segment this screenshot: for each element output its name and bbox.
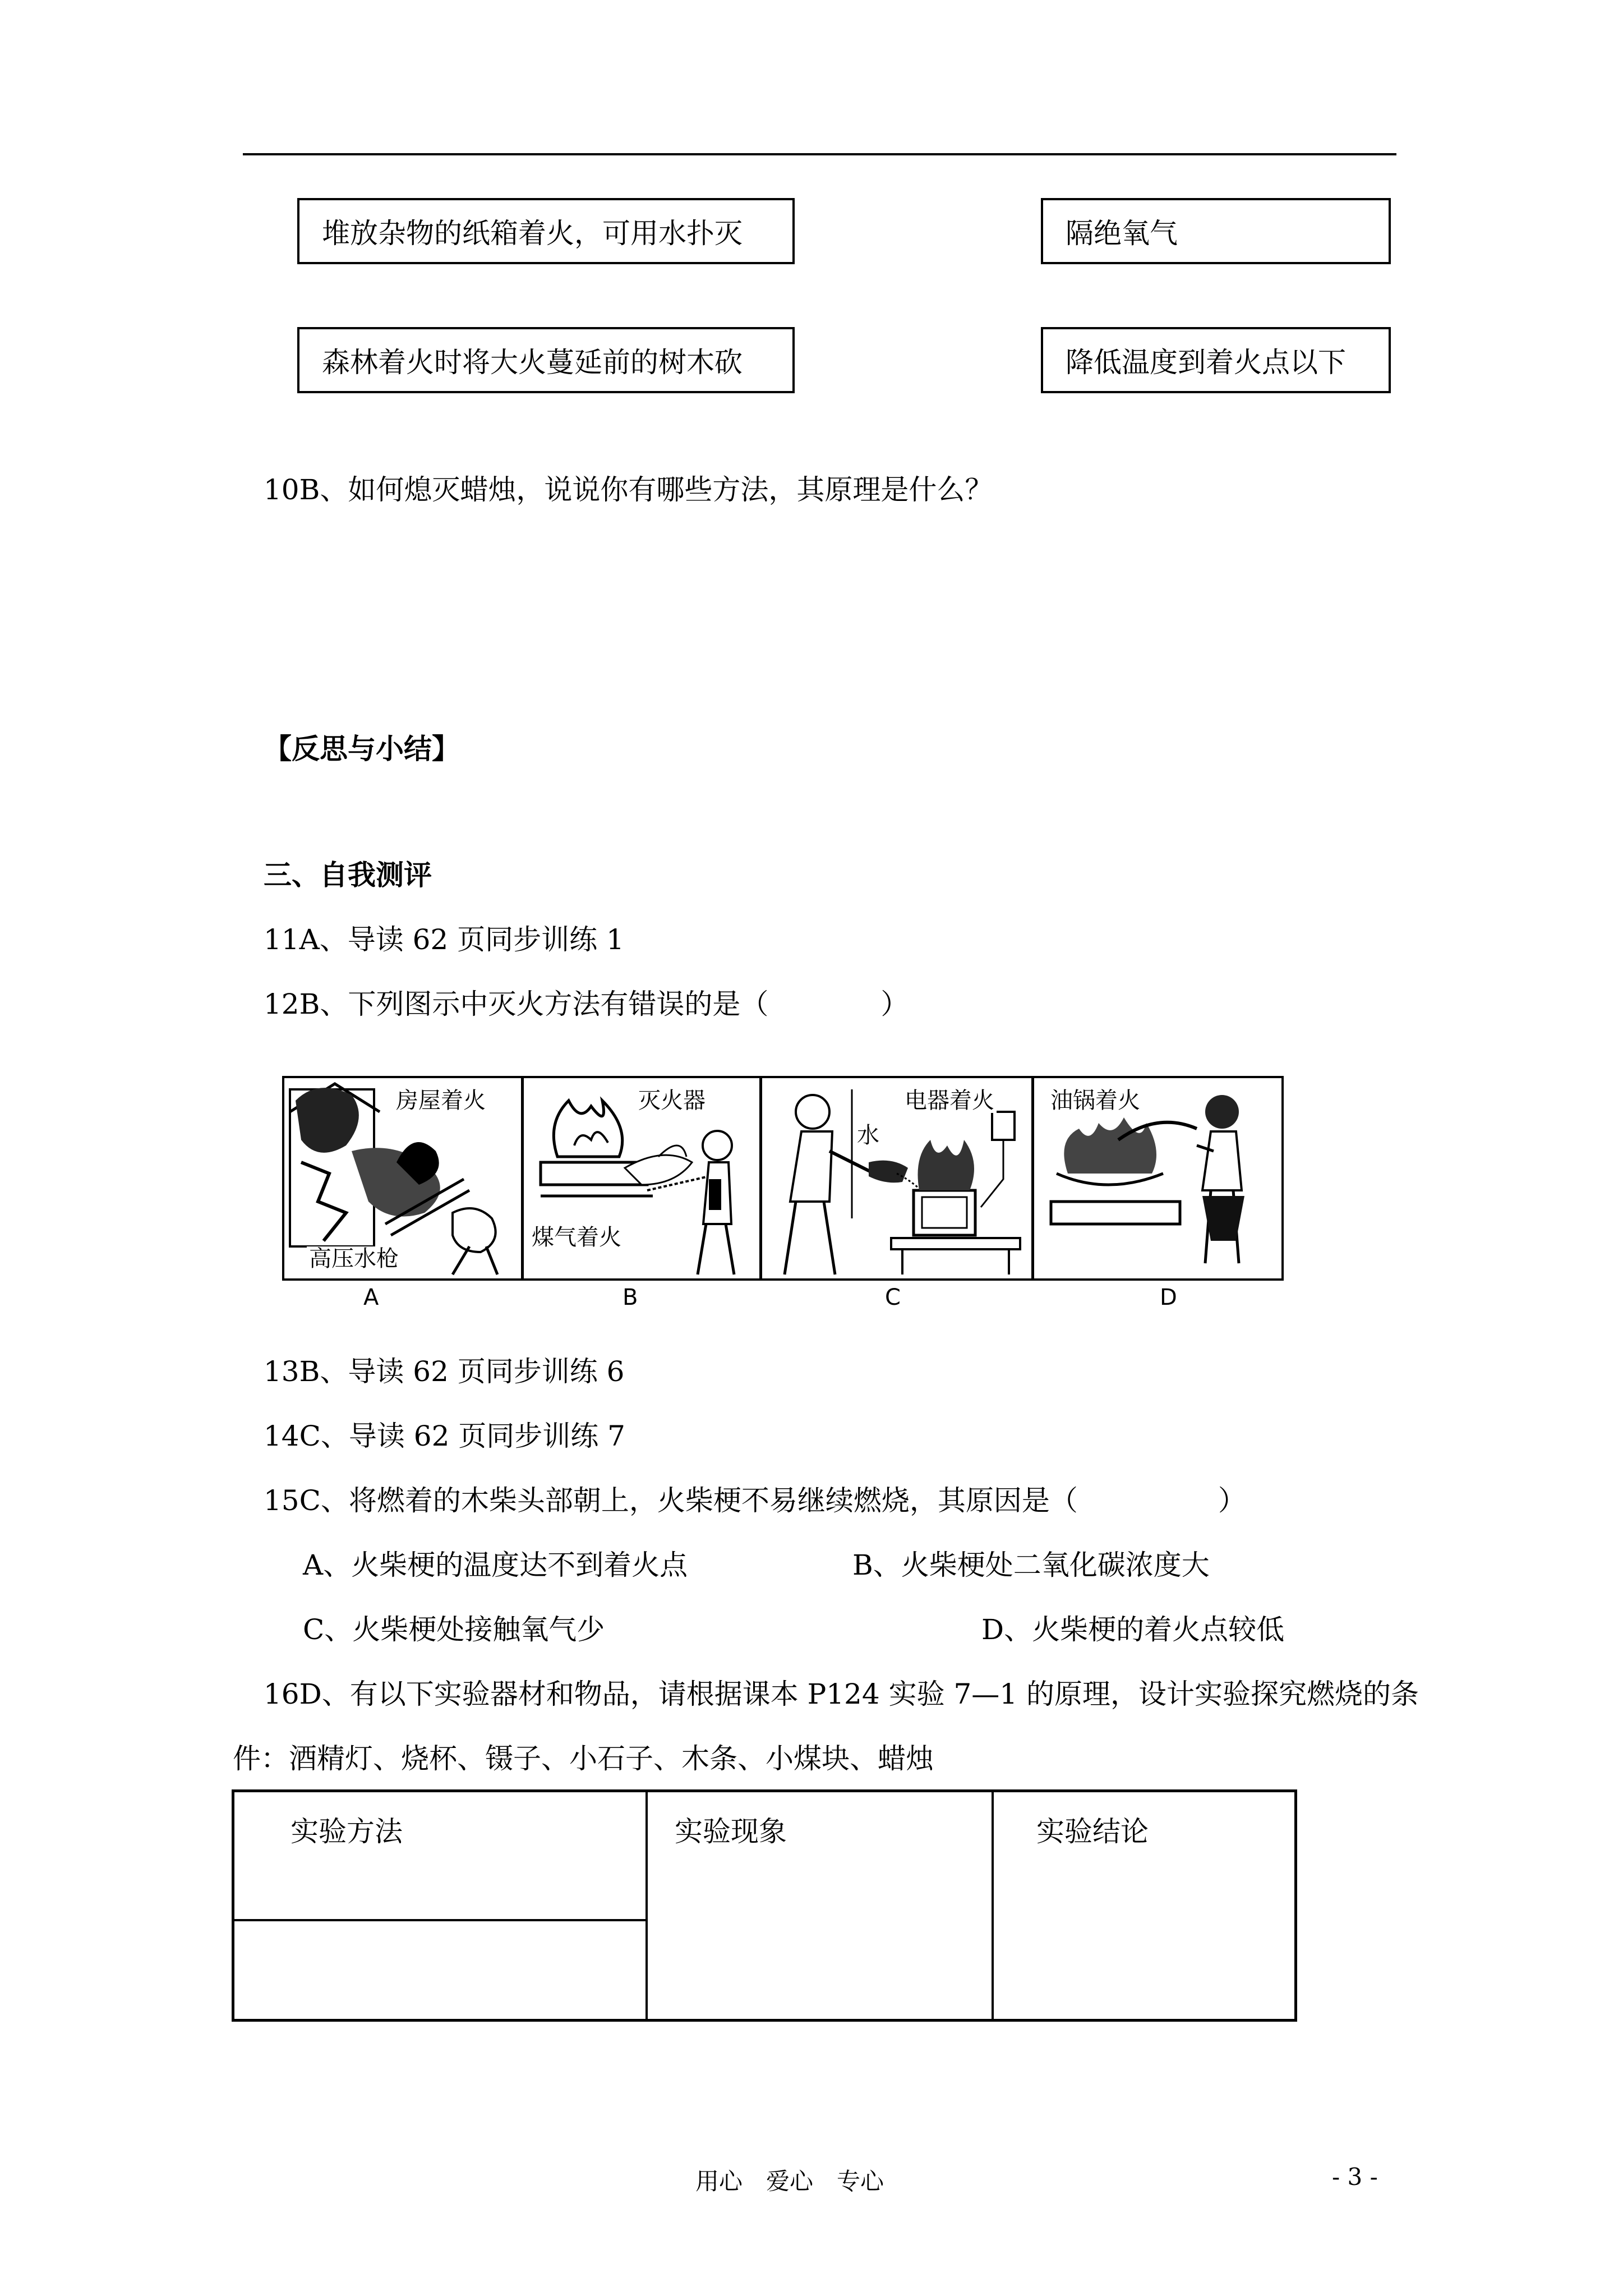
table-divider bbox=[645, 1792, 648, 2019]
panel-b-gas-fire bbox=[524, 1078, 759, 1278]
question-10: 10B、如何熄灭蜡烛，说说你有哪些方法，其原理是什么？ bbox=[264, 473, 993, 506]
match-box-right-1 bbox=[1041, 198, 1391, 264]
figure-letter-a: A bbox=[363, 1285, 379, 1310]
figure-letter-b: B bbox=[623, 1285, 638, 1310]
match-text: 堆放杂物的纸箱着火，可用水扑灭 bbox=[322, 217, 743, 250]
figure-letter-d: D bbox=[1160, 1285, 1177, 1310]
header-rule bbox=[243, 153, 1396, 155]
match-box-left-2 bbox=[297, 327, 795, 393]
fire-extinguishing-figure bbox=[282, 1076, 1284, 1281]
table-divider bbox=[992, 1792, 994, 2019]
label-electrical-fire: 电器着火 bbox=[902, 1088, 997, 1113]
section-self-test-heading: 三、自我测评 bbox=[264, 859, 432, 891]
question-12: 12B、下列图示中灭火方法有错误的是（ ） bbox=[264, 988, 909, 1020]
label-fire-extinguisher: 灭火器 bbox=[636, 1088, 708, 1113]
question-16-line-1: 16D、有以下实验器材和物品，请根据课本 P124 实验 7—1 的原理，设计实验探究燃烧的条 bbox=[264, 1678, 1419, 1710]
question-14: 14C、导读 62 页同步训练 7 bbox=[264, 1420, 625, 1452]
question-16-line-2: 件：酒精灯、烧杯、镊子、小石子、木条、小煤块、蜡烛 bbox=[233, 1742, 934, 1775]
label-high-pressure-hose: 高压水枪 bbox=[307, 1246, 401, 1271]
question-15: 15C、将燃着的木柴头部朝上，火柴梗不易继续燃烧，其原因是（ ） bbox=[264, 1484, 1246, 1517]
figure-letter-c: C bbox=[885, 1285, 901, 1310]
q15-option-a: A、火柴梗的温度达不到着火点 bbox=[303, 1549, 688, 1581]
match-text: 隔绝氧气 bbox=[1066, 217, 1178, 250]
table-header-method: 实验方法 bbox=[291, 1815, 403, 1848]
match-text: 森林着火时将大火蔓延前的树木砍 bbox=[322, 346, 743, 379]
panel-a-house-fire bbox=[284, 1078, 521, 1278]
page-number: - 3 - bbox=[1332, 2163, 1378, 2191]
match-text: 降低温度到着火点以下 bbox=[1066, 346, 1346, 379]
panel-d-oil-pan-fire bbox=[1034, 1078, 1284, 1278]
q15-option-c: C、火柴梗处接触氧气少 bbox=[303, 1613, 605, 1646]
panel-c-electrical-fire bbox=[762, 1078, 1031, 1278]
table-header-conclusion: 实验结论 bbox=[1036, 1815, 1149, 1848]
match-box-left-1 bbox=[297, 198, 795, 264]
table-header-phenomenon: 实验现象 bbox=[675, 1815, 787, 1848]
label-house-fire: 房屋着火 bbox=[394, 1088, 488, 1113]
q15-option-d: D、火柴梗的着火点较低 bbox=[981, 1613, 1285, 1646]
label-water: 水 bbox=[855, 1123, 882, 1148]
q15-option-b: B、火柴梗处二氧化碳浓度大 bbox=[852, 1549, 1210, 1581]
question-11: 11A、导读 62 页同步训练 1 bbox=[264, 923, 624, 956]
question-13: 13B、导读 62 页同步训练 6 bbox=[264, 1355, 625, 1388]
table-row-divider bbox=[234, 1919, 648, 1921]
footer-motto: 用心 爱心 专心 bbox=[695, 2168, 884, 2195]
section-reflection-heading: 【反思与小结】 bbox=[264, 733, 460, 765]
match-box-right-2 bbox=[1041, 327, 1391, 393]
label-oil-pan-fire: 油锅着火 bbox=[1048, 1088, 1142, 1113]
experiment-table bbox=[232, 1789, 1297, 2022]
label-gas-fire: 煤气着火 bbox=[529, 1225, 624, 1250]
